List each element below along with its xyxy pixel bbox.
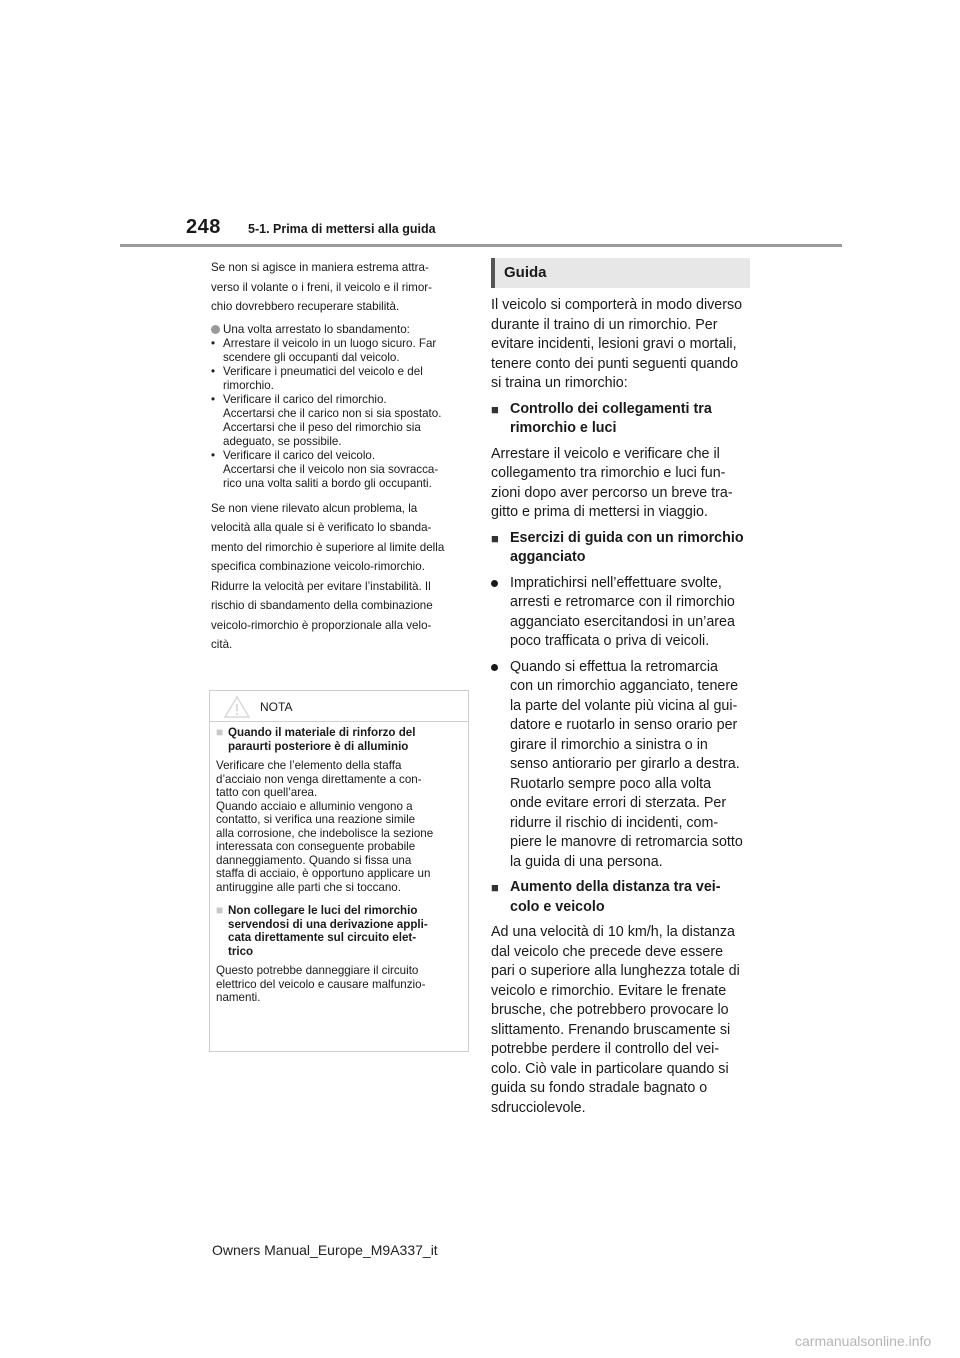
after-paragraph: Se non viene rilevato alcun problema, la velocità alla quale si è verificato lo sbanda- mento del rimorchio è superiore al limite della specifica combinazione veicolo-rimorchio. Ridurre la velocità per evitare l’instabilità. Il rischio di sbandamento della combinazione veicolo-rimorchio è proporzionale alla velo- cità. (211, 501, 445, 651)
nota-item-heading (216, 726, 456, 753)
footer-text: Owners Manual_Europe_M9A337_it (212, 1242, 438, 1258)
right-intro: Il veicolo si comporterà in modo diverso durante il traino di un rimorchio. Per evitare incidenti, lesioni gravi o mortali, tenere conto dei punti seguenti quando si traina un rimorchio: (491, 297, 743, 391)
header-divider (120, 244, 842, 247)
square-bullet-icon: ■ (491, 530, 499, 546)
list-item (211, 393, 469, 449)
subsection-heading (491, 529, 750, 568)
nota-header (210, 691, 468, 722)
circle-bullet-icon (211, 325, 220, 334)
nota-body (210, 722, 468, 1005)
section-heading: Guida (504, 264, 547, 281)
nota-item-heading (216, 904, 456, 958)
right-column (491, 258, 750, 1124)
square-bullet-icon: ■ (216, 903, 224, 917)
watermark[interactable]: carmanualsonline.info (795, 1333, 932, 1349)
square-bullet-icon: ■ (491, 880, 499, 895)
list-item-text: Verificare i pneumatici del veicolo e del rimorchio. (223, 364, 423, 392)
check-list (211, 323, 469, 491)
subsection-heading (491, 878, 750, 917)
nota-heading-text: Non collegare le luci del rimorchio servendosi di una derivazione appli- cata direttamente sul circuito elet- trico (228, 904, 428, 958)
list-item-text: Quando si effettua la retromarcia con un rimorchio agganciato, tenere la parte del volante più vicina al gui- datore e ruotarlo in senso orario per girare il rimorchio a sinistra o in senso antiorario per girarlo a destra. Ruotarlo sempre poco alla volta onde evitare errori di sterzata. Per ridurre il rischio di incidenti, com- piere le manovre di retromarcia sotto la guida di una persona. (510, 658, 743, 870)
nota-item-text: Verificare che l’elemento della staffa d’acciaio non venga direttamente a con- tatto con quell’area. Quando acciaio e alluminio vengono a contatto, si verifica una reazione simile alla corrosione, che indebolisce la sezione interessata con conseguente probabile danneggiamento. Quando si fissa una staffa di acciaio, è opportuno applicare un antiruggine alle parti che si toccano. (216, 759, 434, 894)
nota-heading-text: Quando il materiale di rinforzo del paraurti posteriore è di alluminio (228, 726, 416, 753)
list-item-text: Verificare il carico del rimorchio. Accertarsi che il carico non si sia spostato. Accertarsi che il peso del rimorchio sia adeguato, se possibile. (223, 392, 442, 448)
nota-item-text: Questo potrebbe danneggiare il circuito elettrico del veicolo e causare malfunzio- namenti. (216, 964, 426, 1004)
list-item (211, 449, 469, 491)
list-item-text: Impratichirsi nell’effettuare svolte, arresti e retromarce con il rimorchio agganciato esercitandosi in un’area poco trafficata o priva di veicoli. (510, 574, 735, 649)
list-item-text: Verificare il carico del veicolo. Accertarsi che il veicolo non sia sovracca- rico una volta saliti a bordo gli occupanti. (223, 448, 439, 490)
subsection-heading-text: Esercizi di guida con un rimorchio agganciato (510, 529, 744, 565)
subsection-heading-text: Controllo dei collegamenti tra rimorchio e luci (510, 400, 712, 436)
bullet-dot-icon (491, 664, 498, 671)
square-bullet-icon: ■ (216, 725, 224, 739)
check-lead-text: Una volta arrestato lo sbandamento: (223, 322, 410, 336)
list-item (491, 574, 750, 652)
nota-item (216, 726, 456, 894)
bullet-mark: • (211, 448, 216, 462)
subsection-heading (491, 400, 750, 439)
subsection-text: Arrestare il veicolo e verificare che il collegamento tra rimorchio e luci fun- zioni dopo aver percorso un breve tra- gitto e prima di mettersi in viaggio. (491, 445, 733, 520)
warning-triangle-icon (224, 696, 250, 718)
nota-item (216, 904, 456, 1005)
nota-box (209, 690, 469, 1052)
section-title: 5-1. Prima di mettersi alla guida (248, 222, 436, 236)
intro-paragraph: Se non si agisce in maniera estrema attra- verso il volante o i freni, il veicolo e il rimor- chio dovrebbero recuperare stabilità. (211, 261, 433, 313)
nota-title: NOTA (260, 700, 293, 714)
list-item (491, 658, 750, 873)
list-item-text: Arrestare il veicolo in un luogo sicuro. Far scendere gli occupanti dal veicolo. (223, 336, 437, 364)
subsection-heading-text: Aumento della distanza tra vei- colo e veicolo (510, 879, 721, 915)
section-heading-bar (491, 258, 750, 288)
bullet-mark: • (211, 336, 216, 350)
list-item (211, 365, 469, 393)
list-item (211, 337, 469, 365)
square-bullet-icon: ■ (491, 401, 499, 417)
bullet-mark: • (211, 364, 216, 378)
left-column (211, 258, 469, 655)
bullet-dot-icon (491, 580, 498, 587)
check-lead (211, 323, 469, 337)
page-number: 248 (186, 216, 221, 238)
subsection-text: Ad una velocità di 10 km/h, la distanza dal veicolo che precede deve essere pari o superiore alla lunghezza totale di veicolo e rimorchio. Evitare le frenate brusche, che potrebbero provocare lo slittamento. Frenando bruscamente si potrebbe perdere il controllo del vei- colo. Ciò vale in particolare quando si guida su fondo stradale bagnato o sdrucciolevole. (491, 924, 740, 1116)
bullet-mark: • (211, 392, 216, 406)
